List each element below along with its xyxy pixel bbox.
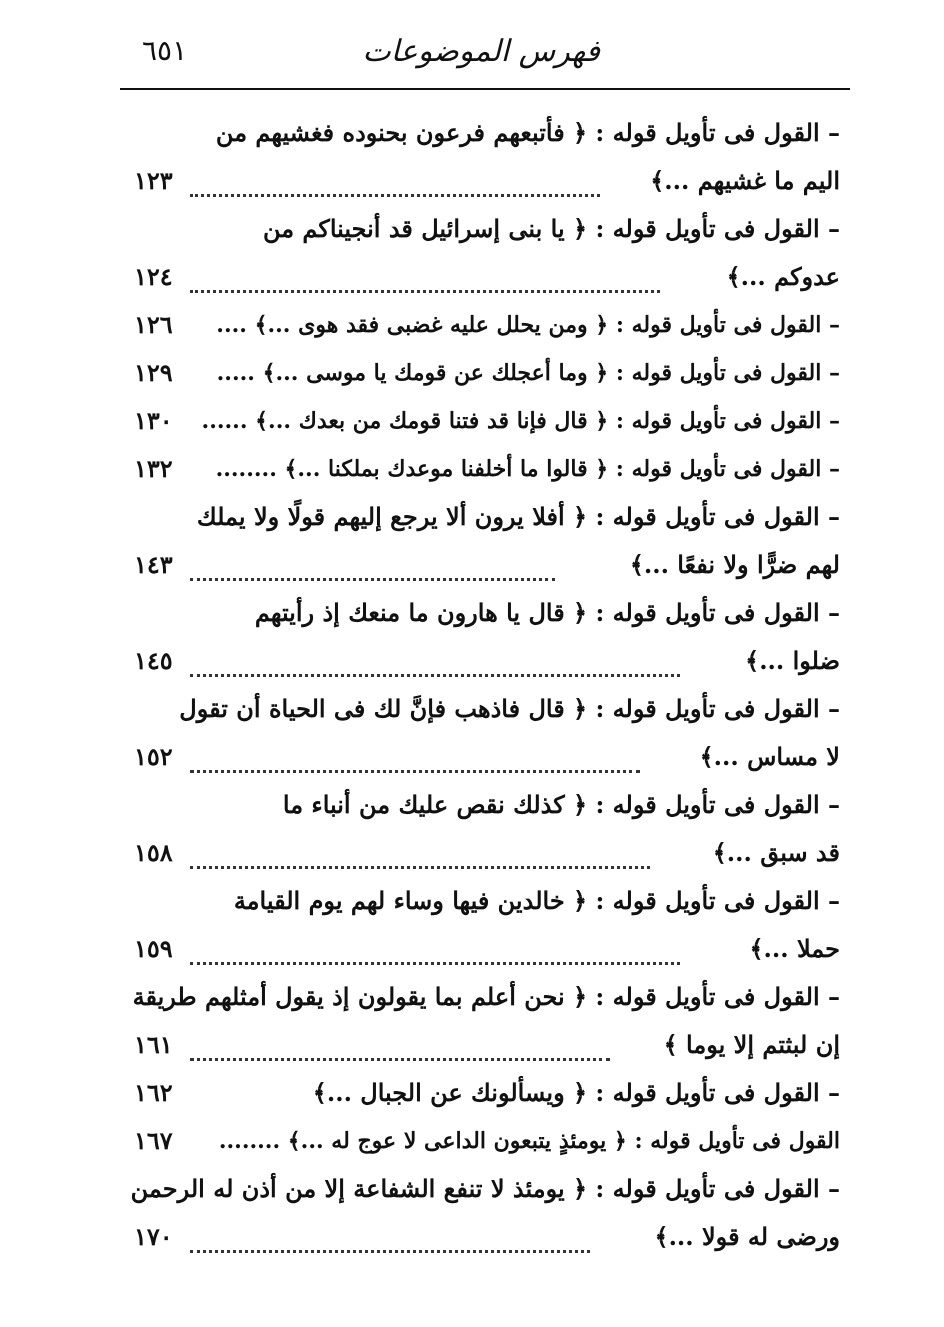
- dot-leader: [190, 166, 600, 197]
- entry-text: – القول فى تأويل قوله : ﴿ يا بنى إسرائيل قد أنجيناكم من: [262, 214, 840, 243]
- dot-leader: [190, 1030, 610, 1061]
- header-rule: [120, 88, 850, 90]
- entry-text: عدوكم ...﴾: [726, 262, 840, 291]
- entry-page-number: ١٤٣: [134, 550, 173, 579]
- toc-entry-line: [120, 830, 840, 876]
- entry-page-number: ١٣٠: [134, 406, 173, 435]
- toc-entry-line: [120, 590, 840, 636]
- dot-leader: [190, 1222, 590, 1253]
- entry-text: حملا ...﴾: [749, 934, 840, 963]
- entry-text: – القول فى تأويل قوله : ﴿ يومئذ لا تنفع الشفاعة إلا من أذن له الرحمن: [130, 1174, 840, 1203]
- toc-entry-line: [120, 302, 840, 348]
- entry-text: القول فى تأويل قوله : ﴿ يومئذٍ يتبعون الداعى لا عوج له ...﴾ ........: [218, 1128, 840, 1154]
- toc-entry-line: [120, 254, 840, 300]
- entry-page-number: ١٥٢: [134, 742, 173, 771]
- entry-page-number: ١٦٧: [134, 1126, 173, 1155]
- entry-page-number: ١٧٠: [134, 1222, 173, 1251]
- entry-text: لهم ضرًّا ولا نفعًا ...﴾: [629, 550, 840, 579]
- entry-text: قد سبق ...﴾: [712, 838, 840, 867]
- dot-leader: [190, 262, 660, 293]
- table-of-contents: [120, 110, 840, 1280]
- entry-page-number: ١٢٣: [134, 166, 173, 195]
- toc-entry-line: [120, 1022, 840, 1068]
- toc-entry-line: [120, 1214, 840, 1260]
- entry-page-number: ١٤٥: [134, 646, 173, 675]
- entry-text: – القول فى تأويل قوله : ﴿ وما أعجلك عن قومك يا موسى ...﴾ .....: [216, 360, 840, 386]
- entry-page-number: ١٣٢: [134, 454, 173, 483]
- toc-entry-line: [120, 542, 840, 588]
- toc-entry-line: [120, 782, 840, 828]
- entry-text: – القول فى تأويل قوله : ﴿ ويسألونك عن الجبال ...﴾: [312, 1078, 840, 1107]
- toc-entry-line: [120, 398, 840, 444]
- toc-entry-line: [120, 638, 840, 684]
- page-header: [120, 22, 850, 90]
- entry-text: – القول فى تأويل قوله : ﴿ فأتبعهم فرعون بحنوده فغشيهم من: [215, 118, 840, 147]
- toc-entry-line: [120, 1070, 840, 1116]
- entry-text: ورضى له قولا ...﴾: [654, 1222, 840, 1251]
- entry-page-number: ١٢٦: [134, 310, 173, 339]
- toc-entry-line: [120, 926, 840, 972]
- toc-entry-line: [120, 974, 840, 1020]
- entry-page-number: ١٢٤: [134, 262, 173, 291]
- entry-text: – القول فى تأويل قوله : ﴿ قال فاذهب فإنَّ لك فى الحياة أن تقول: [179, 694, 840, 723]
- entry-text: – القول فى تأويل قوله : ﴿ خالدين فيها وساء لهم يوم القيامة: [233, 886, 840, 915]
- toc-entry-line: [120, 206, 840, 252]
- header-page-number: ٦٥١: [142, 34, 188, 67]
- entry-page-number: ١٦٢: [134, 1078, 173, 1107]
- entry-text: – القول فى تأويل قوله : ﴿ كذلك نقص عليك من أنباء ما: [282, 790, 840, 819]
- entry-text: – القول فى تأويل قوله : ﴿ أفلا يرون ألا يرجع إليهم قولًا ولا يملك: [196, 502, 840, 531]
- entry-page-number: ١٦١: [134, 1030, 173, 1059]
- dot-leader: [190, 742, 640, 773]
- toc-entry-line: [120, 1166, 840, 1212]
- dot-leader: [190, 646, 680, 677]
- entry-page-number: ١٥٩: [134, 934, 173, 963]
- entry-text: اليم ما غشيهم ...﴾: [650, 166, 840, 195]
- entry-text: – القول فى تأويل قوله : ﴿ قالوا ما أخلفنا موعدك بملكنا ...﴾ ........: [215, 456, 840, 482]
- entry-text: – القول فى تأويل قوله : ﴿ ومن يحلل عليه غضبى فقد هوى ...﴾ ....: [216, 312, 840, 338]
- entry-text: – القول فى تأويل قوله : ﴿ نحن أعلم بما يقولون إذ يقول أمثلهم طريقة: [132, 982, 840, 1011]
- entry-text: – القول فى تأويل قوله : ﴿ قال فإنا قد فتنا قومك من بعدك ...﴾ ......: [201, 408, 840, 434]
- entry-text: إن لبثتم إلا يوما ﴾: [663, 1030, 840, 1059]
- entry-text: ضلوا ...﴾: [745, 646, 840, 675]
- dot-leader: [190, 838, 650, 869]
- entry-page-number: ١٢٩: [134, 358, 173, 387]
- toc-entry-line: [120, 734, 840, 780]
- toc-entry-line: [120, 110, 840, 156]
- entry-text: لا مساس ...﴾: [699, 742, 840, 771]
- toc-entry-line: [120, 1118, 840, 1164]
- toc-entry-line: [120, 158, 840, 204]
- header-title: فهرس الموضوعات: [362, 34, 600, 69]
- entry-text: – القول فى تأويل قوله : ﴿ قال يا هارون ما منعك إذ رأيتهم: [254, 598, 840, 627]
- toc-entry-line: [120, 878, 840, 924]
- toc-entry-line: [120, 686, 840, 732]
- toc-entry-line: [120, 446, 840, 492]
- toc-entry-line: [120, 350, 840, 396]
- entry-page-number: ١٥٨: [134, 838, 173, 867]
- toc-entry-line: [120, 494, 840, 540]
- dot-leader: [190, 934, 680, 965]
- dot-leader: [190, 550, 555, 581]
